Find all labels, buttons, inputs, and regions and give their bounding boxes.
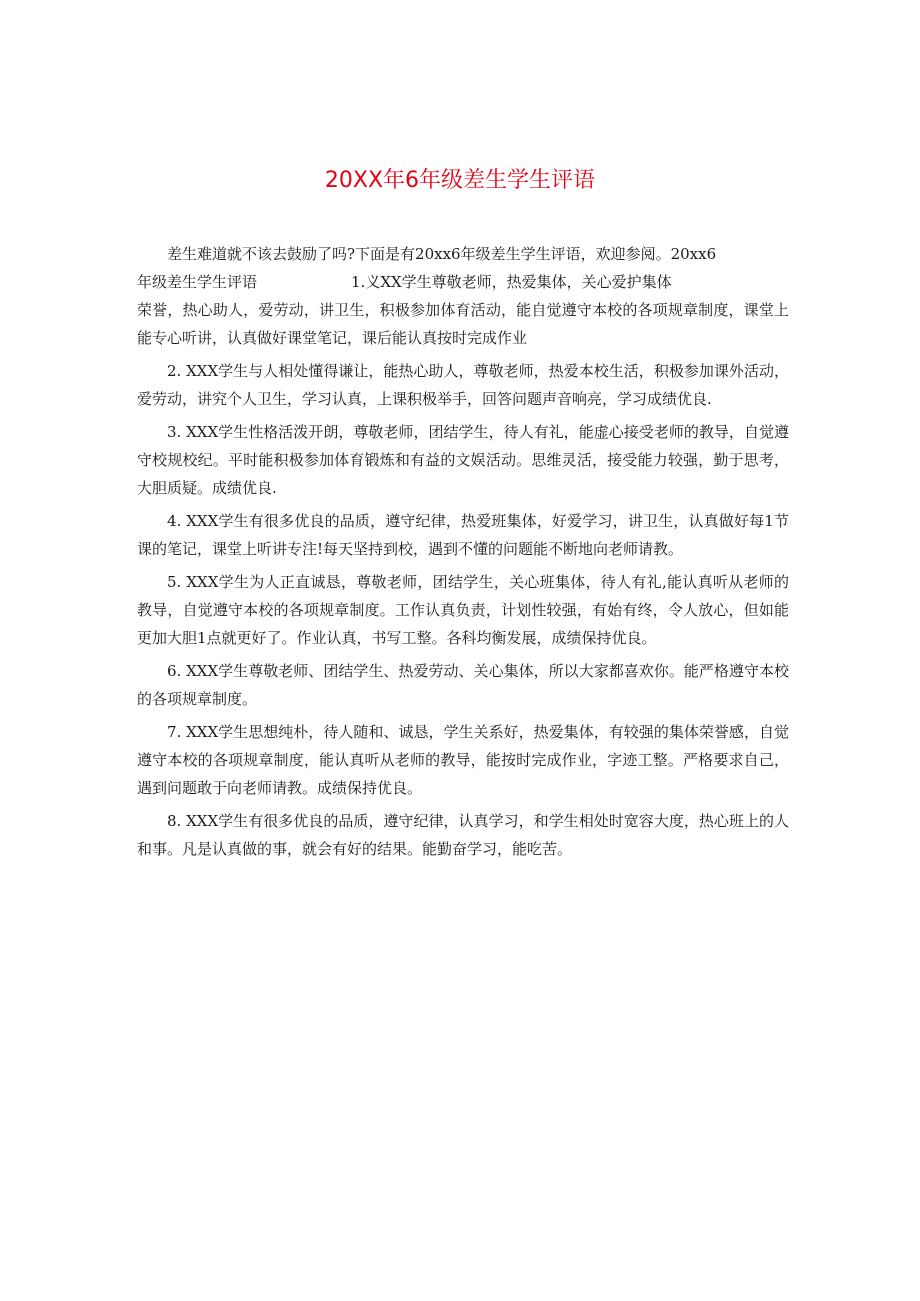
intro-line-2 — [137, 268, 789, 296]
paragraph-5: 5. XXX学生为人正直诚恳，尊敬老师，团结学生，关心班集体，待人有礼,能认真听从老师的教导，自觉遵守本校的各项规章制度。工作认真负责，计划性较强，有始有终，令人放心，但如能更加大胆1点就更好了。作业认真，书写工整。各科均衡发展，成绩保持优良。 — [137, 573, 789, 647]
intro-line-3: 荣誉，热心助人，爱劳动，讲卫生，积极参加体育活动，能自觉遵守本校的各项规章制度，课堂上能专心听讲，认真做好课堂笔记，课后能认真按时完成作业 — [137, 301, 789, 347]
intro-line-2-end: 1.义XX学生尊敬老师，热爱集体，关心爱护集体 — [351, 273, 672, 291]
page-title: 20XX年6年级差生学生评语 — [324, 168, 596, 193]
paragraph-8: 8. XXX学生有很多优良的品质，遵守纪律，认真学习，和学生相处时宽容大度，热心班上的人和事。凡是认真做的事，就会有好的结果。能勤奋学习，能吃苦。 — [137, 812, 789, 858]
paragraph-7: 7. XXX学生思想纯朴，待人随和、诚恳，学生关系好，热爱集体，有较强的集体荣誉感，自觉遵守本校的各项规章制度，能认真听从老师的教导，能按时完成作业，字迹工整。严格要求自己，遇到问题敢于向老师请教。成绩保持优良。 — [137, 723, 789, 797]
document-body — [137, 240, 789, 863]
paragraph-6: 6. XXX学生尊敬老师、团结学生、热爱劳动、关心集体，所以大家都喜欢你。能严格遵守本校的各项规章制度。 — [137, 662, 789, 708]
paragraph-3: 3. XXX学生性格活泼开朗，尊敬老师，团结学生，待人有礼，能虚心接受老师的教导，自觉遵守校规校纪。平时能积极参加体育锻炼和有益的文娱活动。思维灵活，接受能力较强，勤于思考，大胆质疑。成绩优良. — [137, 423, 789, 497]
paragraph-2: 2. XXX学生与人相处懂得谦让，能热心助人，尊敬老师，热爱本校生活，积极参加课外活动，爱劳动，讲究个人卫生，学习认真，上课积极举手，回答问题声音响亮，学习成绩优良. — [137, 362, 789, 408]
intro-line-2-start: 年级差生学生评语 — [137, 273, 258, 291]
paragraph-4: 4. XXX学生有很多优良的品质，遵守纪律，热爱班集体，好爱学习，讲卫生，认真做好每1节课的笔记，课堂上听讲专注!每天坚持到校，遇到不懂的问题能不断地向老师请教。 — [137, 512, 789, 558]
intro-line-1: 差生难道就不该去鼓励了吗?下面是有20xx6年级差生学生评语，欢迎参阅。20xx6 — [167, 245, 717, 263]
